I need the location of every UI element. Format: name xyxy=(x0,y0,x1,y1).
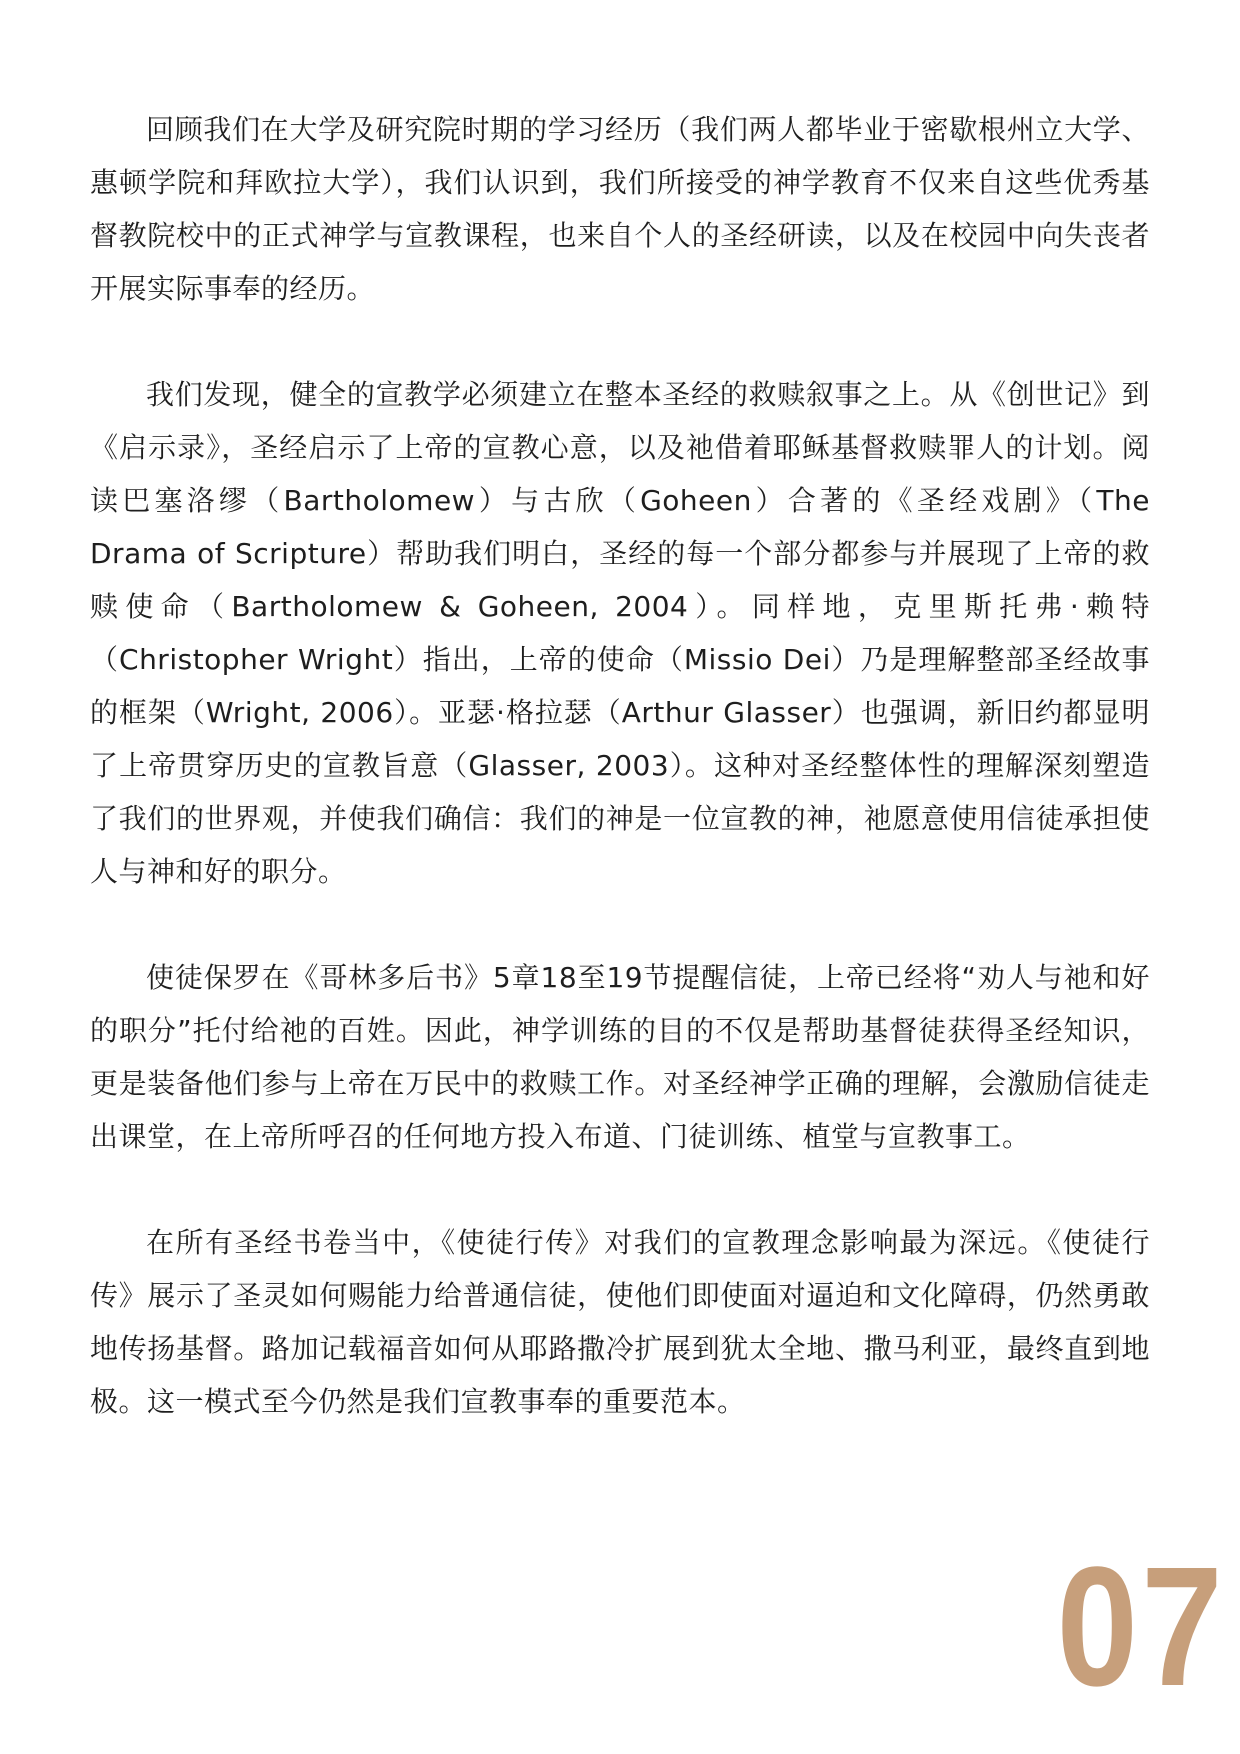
paragraph-education-background: 回顾我们在大学及研究院时期的学习经历（我们两人都毕业于密歇根州立大学、惠顿学院和拜欧拉大学），我们认识到，我们所接受的神学教育不仅来自这些优秀基督教院校中的正式神学与宣教课程，也来自个人的圣经研读，以及在校园中向失丧者开展实际事奉的经历。 xyxy=(90,113,1150,305)
paragraph-biblical-narrative: 我们发现，健全的宣教学必须建立在整本圣经的救赎叙事之上。从《创世记》到《启示录》，圣经启示了上帝的宣教心意，以及祂借着耶稣基督救赎罪人的计划。阅读巴塞洛缪（Bartholomew）与古欣（Goheen）合著的《圣经戏剧》（The Drama of Scripture）帮助我们明白，圣经的每一个部分都参与并展现了上帝的救赎使命（Bartholomew & Goheen, 2004）。同样地，克里斯托弗·赖特（Christopher Wright）指出，上帝的使命（Missio Dei）乃是理解整部圣经故事的框架（Wright, 2006）。亚瑟·格拉瑟（Arthur Glasser）也强调，新旧约都显明了上帝贯穿历史的宣教旨意（Glasser, 2003）。这种对圣经整体性的理解深刻塑造了我们的世界观，并使我们确信：我们的神是一位宣教的神，祂愿意使用信徒承担使人与神和好的职分。 xyxy=(90,378,1150,888)
page-number: 07 xyxy=(1056,1532,1226,1722)
paragraph-ministry-of-reconciliation: 使徒保罗在《哥林多后书》5章18至19节提醒信徒，上帝已经将“劝人与祂和好的职分”托付给祂的百姓。因此，神学训练的目的不仅是帮助基督徒获得圣经知识，更是装备他们参与上帝在万民中的救赎工作。对圣经神学正确的理解，会激励信徒走出课堂，在上帝所呼召的任何地方投入布道、门徒训练、植堂与宣教事工。 xyxy=(90,961,1150,1153)
body-text xyxy=(90,103,1150,1481)
paragraph-book-of-acts: 在所有圣经书卷当中，《使徒行传》对我们的宣教理念影响最为深远。《使徒行传》展示了圣灵如何赐能力给普通信徒，使他们即使面对逼迫和文化障碍，仍然勇敢地传扬基督。路加记载福音如何从耶路撒冷扩展到犹太全地、撒马利亚，最终直到地极。这一模式至今仍然是我们宣教事奉的重要范本。 xyxy=(90,1226,1150,1418)
